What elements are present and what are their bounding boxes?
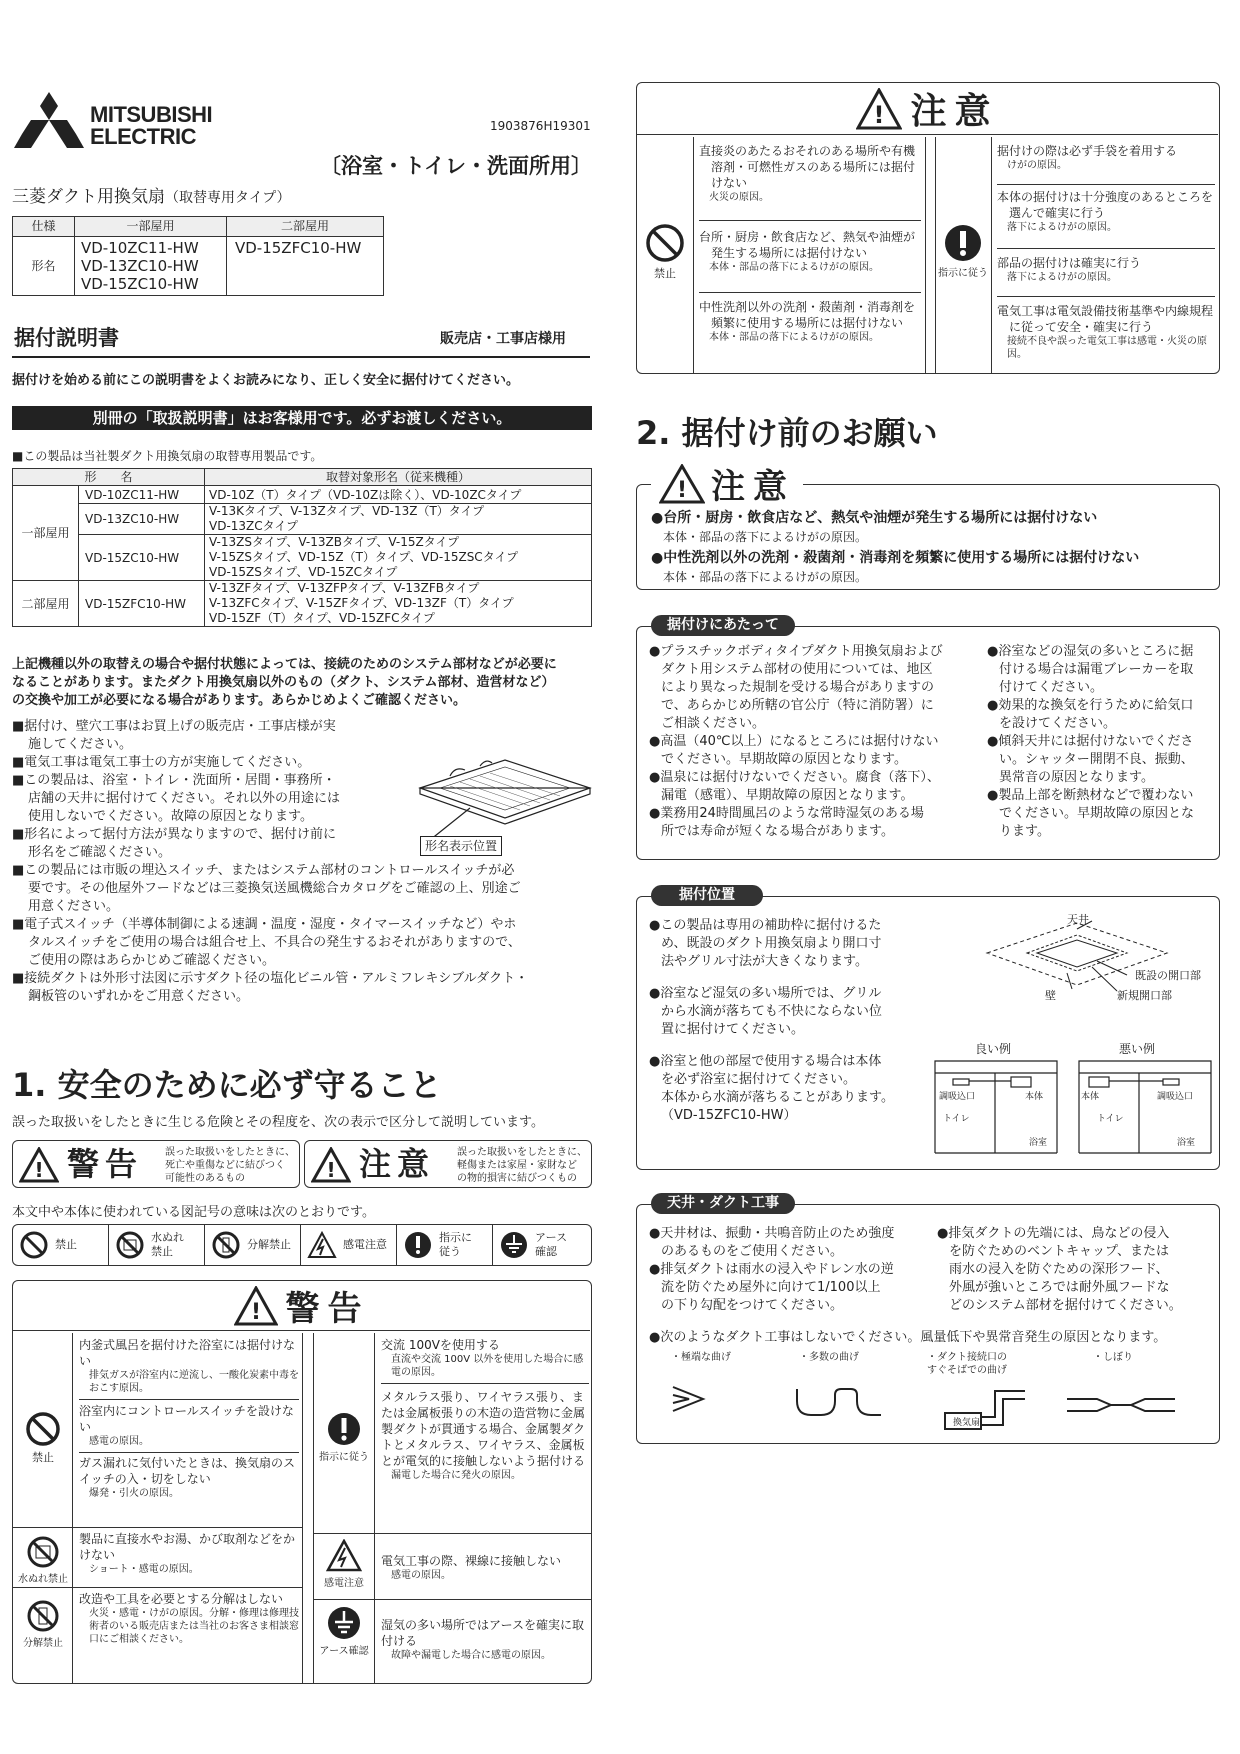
warn-icon-ground: アース確認 [315,1605,373,1658]
warn-item: ガス漏れに気付いたときは、換気扇のスイッチの入・切をしない 爆発・引火の原因。 [79,1456,296,1499]
caution-icon-prohibited: 禁止 [639,223,691,281]
caution-item: 電気工事は電気設備技術基準や内線規程に従って安全・確実に行う 接続不良や誤った電気工事は感電・火災の原因。 [997,304,1214,360]
svg-text:換気扇: 換気扇 [953,1418,981,1428]
ceiling-duct-work-box: 天井・ダクト工事 ●天井材は、振動・共鳴音防止のため強度 のあるものをご使用ください。 ●排気ダクトは雨水の浸入やドレン水の逆 流を防ぐため屋外に向けて1/100以上 の下り勾配をつけてください。 ●排気ダクトの先端には、鳥などの侵入 を防ぐためのベントキャップ、または 雨水の浸入を防ぐための深形フード、 外風が強いところでは耐外風フードな どのシステム部材を据付けてください。 ●次のようなダクト工事はしないでください。風量低下や異常音発生の原因となります。 ・極端な曲げ ・多数の曲げ ・ダクト接続口の すぐそばでの曲げ ・しぼり 換気扇 [636,1204,1220,1444]
no-water-icon [115,1230,145,1260]
warn-icon-no-water: 水ぬれ禁止 [15,1535,71,1586]
prohibited-icon [19,1230,49,1260]
symbols-legend [12,1224,592,1266]
no-disassembly-icon [211,1230,241,1260]
svg-text:浴室: 浴室 [1177,1138,1196,1148]
caution-box-header: ! 注意 [637,83,1218,135]
svg-text:新規開口部: 新規開口部 [1117,989,1172,1002]
svg-text:!: ! [326,1158,336,1182]
warn-icon-no-disassembly: 分解禁止 [15,1599,71,1650]
installation-position-box: 据付位置 ●この製品は専用の補助枠に据付けるた め、既設のダクト用換気扇より開口寸 法やグリル寸法が大きくなります。 ●浴室など湿気の多い場所では、グリル から水滴が落ちても不快にならない位 置に据付けてください。 ●浴室と他の部屋で使用する場合は本体 を必ず浴室に据付けてください。 本体から水滴が落ちることがあります。 （VD-15ZFC10-HW） 天井 既設の開口部 壁 新規開口部 良い例 悪い例 調吸込口 本体 トイレ 浴室 本体 調吸込口 トイレ 浴室 [636,896,1220,1170]
section1-desc: 誤った取扱いをしたときに生じる危険とその程度を、次の表示で区分して説明しています。 [12,1115,544,1130]
svg-text:壁: 壁 [1045,989,1056,1002]
handover-banner: 別冊の「取扱説明書」はお客様用です。必ずお渡しください。 [12,406,592,430]
caution-legend: ! 注意 誤った取扱いをしたときに、 軽傷または家屋・家財など の物的損害に結びつくもの [304,1140,592,1188]
symbol-no-water: 水ぬれ 禁止 [109,1225,205,1265]
svg-text:!: ! [676,477,688,503]
caution-box [636,82,1220,374]
caution-triangle-icon [659,464,705,504]
replacement-note: ■この製品は当社製ダクト用換気扇の取替専用製品です。 [12,449,323,463]
warn-icon-prohibited: 禁止 [17,1411,69,1465]
caution-item: 本体の据付けは十分強度のあるところを選んで確実に行う 落下によるけがの原因。 [997,189,1215,249]
caution-triangle-icon [856,88,902,130]
symbol-no-disassembly: 分解禁止 [205,1225,301,1265]
warn-icon-electric-shock: 感電注意 [315,1539,373,1590]
caution-icon-instruction: 指示に従う [937,223,989,280]
svg-text:トイレ: トイレ [1097,1114,1124,1124]
mitsubishi-logo [14,92,84,152]
caution-item: 台所・厨房・飲食店など、熱気や油煙が発生する場所には据付けない 本体・部品の落下によるけがの原因。 [699,229,921,293]
warn-item: 湿気の多い場所ではアースを確実に取付ける 故障や漏電した場合に感電の原因。 [381,1618,585,1661]
symbol-electric-shock: 感電注意 [301,1225,397,1265]
instruction-icon [403,1230,433,1260]
warning-legend: ! 警告 誤った取扱いをしたときに、 死亡や重傷などに結びつく 可能性のあるもの [12,1140,300,1188]
compat-paragraph: 上記機種以外の取替えの場合や据付状態によっては、接続のためのシステム部材などが必要に なることがあります。またダクト用換気扇以外のもの（ダクト、システム部材、造営材など） の交換や加工が必要になる場合があります。あらかじめよくご確認ください。 [12,657,557,708]
section2-title: 2. 据付け前のお願い [636,414,938,452]
warning-box [12,1280,592,1684]
svg-text:調吸込口: 調吸込口 [939,1092,976,1102]
warn-item: 改造や工具を必要とする分解はしない 火災・感電・けがの原因。分解・修理は修理技術者のいる販売店または当社のお客さま相談窓口にご相談ください。 [79,1592,299,1645]
svg-text:!: ! [250,1299,261,1325]
warn-item: 電気工事の際、裸線に接触しない 感電の原因。 [381,1554,562,1581]
spec-table: 仕様 一部屋用 二部屋用 形名 VD-10ZC11-HW VD-13ZC10-HW VD-15ZC10-HW VD-15ZFC10-HW [12,216,384,296]
manual-title: 据付説明書 [14,326,119,350]
manual-audience: 販売店・工事店様用 [440,331,566,347]
duct-bend-figures [667,1377,1187,1433]
svg-text:天井: 天井 [1067,913,1089,926]
electric-shock-icon [307,1230,337,1260]
compat-table: 形 名 取替対象形名（従来機種） 一部屋用 VD-10ZC11-HW VD-10Z（T）タイプ（VD-10Zは除く）、VD-10ZCタイプ VD-13ZC10-HW V-13Kタイプ、V-13Zタイプ、VD-13Z（T）タイプ VD-13ZCタイプ VD-15ZC10-HW V-13ZSタイプ、V-13ZBタイプ、V-15Zタイプ V-15ZSタイプ、VD-15Z（T）タイプ、VD-15ZSCタイプ VD-15ZSタイプ、VD-15ZCタイプ 二部屋用 VD-15ZFC10-HW V-13ZFタイプ、V-13ZFPタイプ、V-13ZFBタイプ V-13ZFCタイプ、V-15ZFタイプ、VD-13ZF（T）タイプ VD-15ZF（T）タイプ、VD-15ZFCタイプ [12,468,592,627]
ceiling-opening-figure [967,913,1207,1013]
symbol-prohibited: 禁止 [13,1225,109,1265]
warn-item: メタルラス張り、ワイヤラス張り、または金属板張りの木造の造営物に金属製ダクトが貫通する場合、金属製ダクトとメタルラス、ワイヤラス、金属板とが電気的に接触しないよう据付ける 漏電した場合に発火の原因。 [381,1390,586,1481]
svg-text:既設の開口部: 既設の開口部 [1135,969,1201,982]
svg-text:浴室: 浴室 [1029,1138,1048,1148]
notes-block: ■据付け、壁穴工事はお買上げの販売店・工事店様が実 施してください。 ■電気工事は電気工事士の方が実施してください。 ■この製品は、浴室・トイレ・洗面所・居間・事務所・ 店舗の天井に据付けてください。それ以外の用途には 使用しないでください。故障の原因となります。 ■形名によって据付方法が異なりますので、据付け前に 形名をご確認ください。 ■この製品には市販の埋込スイッチ、またはシステム部材のコントロールスイッチが必 要です。その他屋外フードなどは三菱換気送風機総合カタログをご確認の上、別途ご 用意ください。 ■電子式スイッチ（半導体制御による速調・温度・湿度・タイマースイッチなど）やホ タルスイッチをご使用の場合は組合せ上、不具合の発生するおそれがありますので、 ご使用の際はあらかじめご確認ください。 ■接続ダクトは外形寸法図に示すダクト径の塩化ビニル管・アルミフレキシブルダクト・ 鋼板管のいずれかをご用意ください。 [12,719,529,1004]
warn-item: 内釜式風呂を据付けた浴室には据付けない 排気ガスが浴室内に逆流し、一酸化炭素中毒をおこす原因。 [79,1337,299,1400]
tag-ceiling-duct-work: 天井・ダクト工事 [651,1193,795,1214]
intro-text: 据付けを始める前にこの説明書をよくお読みになり、正しく安全に据付けてください。 [12,373,520,388]
svg-text:本体: 本体 [1025,1092,1044,1102]
warn-icon-instruction: 指示に従う [315,1411,373,1464]
model-label-position: 形名表示位置 [420,836,502,856]
symbol-follow-instructions: 指示に 従う [397,1225,493,1265]
brand-name: MITSUBISHI ELECTRIC [90,102,213,149]
title-rule [12,356,590,358]
tag-installation-notes: 据付けにあたって [651,615,795,636]
pre-install-caution: ! 注意 ●台所・厨房・飲食店など、熱気や油煙が発生する場所には据付けない 本体・部品の落下によるけがの原因。 ●中性洗剤以外の洗剤・殺菌剤・消毒剤を頻繁に使用する場所には据付けない 本体・部品の落下によるけがの原因。 [636,484,1220,590]
ground-icon [499,1230,529,1260]
bad-example-figure [1077,1059,1213,1155]
svg-text:調吸込口: 調吸込口 [1157,1092,1194,1102]
usage-title: 〔浴室・トイレ・洗面所用〕 [320,154,592,178]
caution-item: 据付けの際は必ず手袋を着用する けがの原因。 [997,143,1215,185]
good-example-figure [933,1059,1059,1155]
svg-text:トイレ: トイレ [943,1114,970,1124]
svg-text:本体: 本体 [1081,1092,1100,1102]
symbol-ground: アース 確認 [493,1225,589,1265]
caution-item: 中性洗剤以外の洗剤・殺菌剤・消毒剤を頻繁に使用する場所には据付けない 本体・部品の落下によるけがの原因。 [699,300,916,343]
svg-text:!: ! [874,100,885,129]
tag-installation-position: 据付位置 [651,885,763,906]
warn-item: 交流 100Vを使用する 直流や交流 100V 以外を使用した場合に感電の原因。 [381,1337,589,1384]
warn-item: 浴室内にコントロールスイッチを設けない 感電の原因。 [79,1403,299,1453]
caution-triangle-icon [311,1147,351,1183]
warning-box-header: ! 警告 [13,1281,590,1331]
warning-triangle-icon [19,1147,59,1183]
caution-item: 部品の据付けは確実に行う 落下によるけがの原因。 [997,255,1215,297]
product-name: 三菱ダクト用換気扇（取替専用タイプ） [12,187,291,207]
doc-code: 1903876H19301 [490,119,591,133]
symbols-intro: 本文中や本体に使われている図記号の意味は次のとおりです。 [12,1205,375,1220]
svg-text:!: ! [34,1158,44,1182]
warning-triangle-icon [234,1286,278,1326]
section1-title: 1. 安全のために必ず守ること [12,1066,442,1104]
warn-item: 製品に直接水やお湯、かび取剤などをかけない ショート・感電の原因。 [79,1532,296,1575]
installation-notes-box: 据付けにあたって ●プラスチックボディタイプダクト用換気扇および ダクト用システム部材の使用については、地区 により異なった規制を受ける場合がありますの で、あらかじめ所轄の官公庁（特に消防署）に ご相談ください。 ●高温（40℃以上）になるところには据付けない でください。早期故障の原因となります。 ●温泉には据付けないでください。腐食（落下）、 漏電（感電）、早期故障の原因となります。 ●業務用24時間風呂のような常時湿気のある場 所では寿命が短くなる場合があります。 ●浴室などの湿気の多いところに据 付ける場合は漏電ブレーカーを取 付けてください。 ●効果的な換気を行うために給気口 を設けてください。 ●傾斜天井には据付けないでくださ い。シャッター開閉不良、振動、 異常音の原因となります。 ●製品上部を断熱材などで覆わない でください。早期故障の原因とな ります。 [636,626,1220,860]
caution-item: 直接炎のあたるおそれのある場所や有機溶剤・可燃性ガスのある場所には据付けない 火災の原因。 [699,143,921,221]
